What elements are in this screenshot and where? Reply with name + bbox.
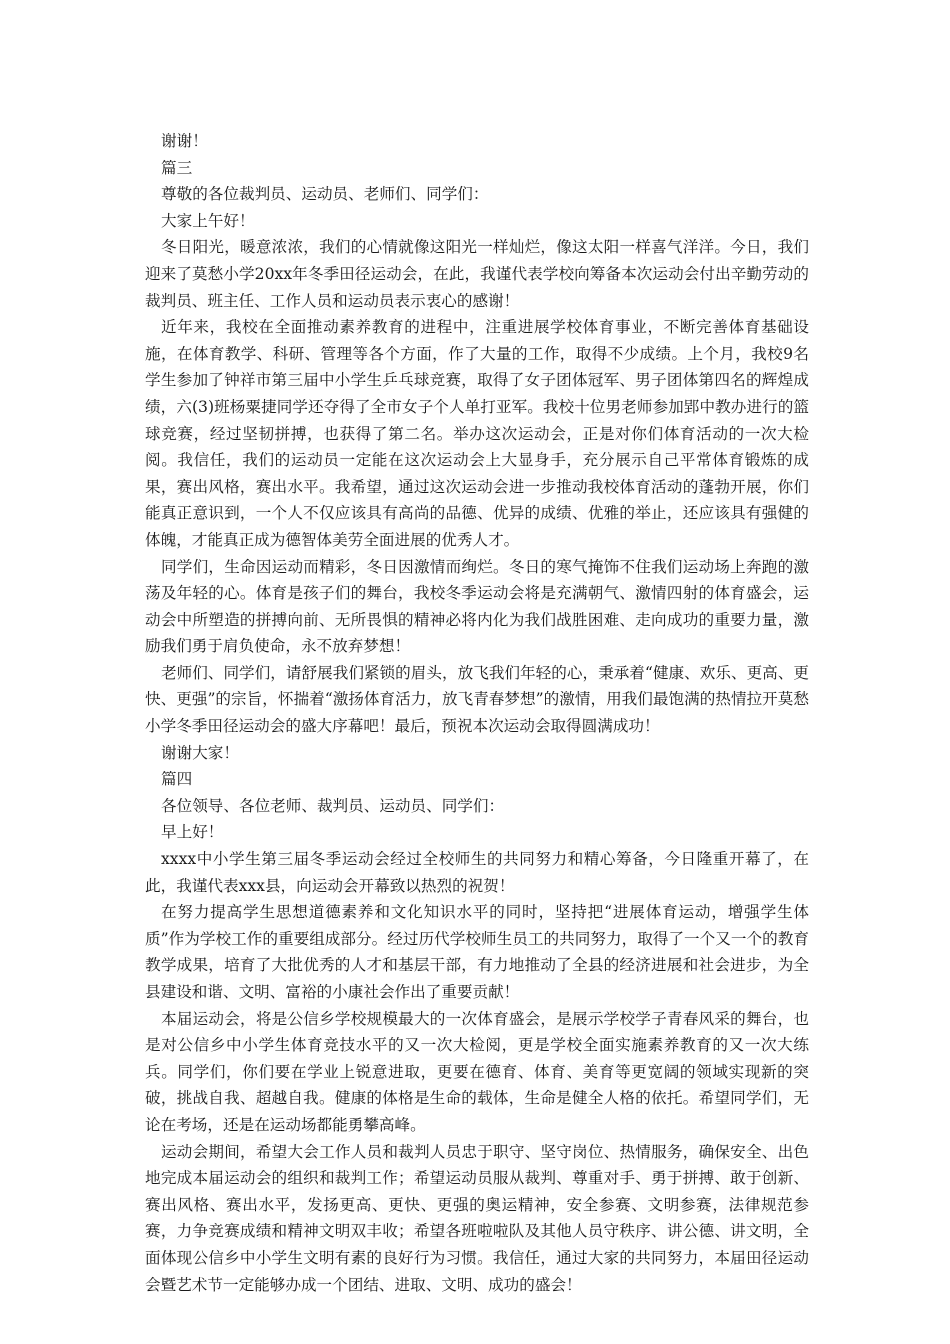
greeting: 早上好！ xyxy=(161,823,224,842)
paragraph: 同学们，生命因运动而精彩，冬日因激情而绚烂。冬日的寒气掩饰不住我们运动场上奔跑的激荡及年轻的心。体育是孩子们的舞台，我校冬季运动会将是充满朝气、激情四射的体育盛会，运动会中所塑造的拼搏向前、无所畏惧的精神必将内化为我们战胜困难、走向成功的重要力量，激励我们勇于肩负使命，永不放弃梦想！ xyxy=(145,557,809,656)
salutation: 各位领导、各位老师、裁判员、运动员、同学们： xyxy=(161,796,505,815)
paragraph: 运动会期间，希望大会工作人员和裁判人员忠于职守、坚守岗位、热情服务，确保安全、出色地完成本届运动会的组织和裁判工作；希望运动员服从裁判、尊重对手、勇于拼搏、敢于创新、赛出风格、赛出水平，发扬更高、更快、更强的奥运精神，安全参赛、文明参赛，法律规范参赛，力争竞赛成绩和精神文明双丰收；希望各班啦啦队及其他人员守秩序、讲公德、讲文明，全面体现公信乡中小学生文明有素的良好行为习惯。我信任，通过大家的共同努力，本届田径运动会暨艺术节一定能够办成一个团结、进取、文明、成功的盛会！ xyxy=(145,1142,809,1294)
closing-thanks: 谢谢大家！ xyxy=(161,743,239,762)
closing-thanks: 谢谢！ xyxy=(161,132,208,150)
document-body xyxy=(145,128,809,1298)
paragraph: xxxx中小学生第三届冬季运动会经过全校师生的共同努力和精心筹备，今日隆重开幕了，在此，我谨代表xxx县，向运动会开幕致以热烈的祝贺！ xyxy=(145,850,809,895)
greeting: 大家上午好！ xyxy=(161,211,255,230)
section-heading-3: 篇三 xyxy=(161,158,193,177)
paragraph: 本届运动会，将是公信乡学校规模最大的一次体育盛会，是展示学校学子青春风采的舞台，也是对公信乡中小学生体育竞技水平的又一次大检阅，更是学校全面实施素养教育的又一次大练兵。同学们，你们要在学业上锐意进取，更要在德育、体育、美育等更宽阔的领域实现新的突破，挑战自我、超越自我。健康的体格是生命的载体，生命是健全人格的依托。希望同学们，无论在考场，还是在运动场都能勇攀高峰。 xyxy=(145,1009,809,1134)
paragraph: 冬日阳光，暖意浓浓，我们的心情就像这阳光一样灿烂，像这太阳一样喜气洋洋。今日，我们迎来了莫愁小学20xx年冬季田径运动会，在此，我谨代表学校向筹备本次运动会付出辛勤劳动的裁判员、班主任、工作人员和运动员表示衷心的感谢！ xyxy=(145,238,809,310)
section-heading-4: 篇四 xyxy=(161,770,193,789)
paragraph: 近年来，我校在全面推动素养教育的进程中，注重进展学校体育事业，不断完善体育基础设施，在体育教学、科研、管理等各个方面，作了大量的工作，取得不少成绩。上个月，我校9名学生参加了钟祥市第三届中小学生乒乓球竞赛，取得了女子团体冠军、男子团体第四名的辉煌成绩，六(3)班杨粟捷同学还夺得了全市女子个人单打亚军。我校十位男老师参加郢中教办进行的篮球竞赛，经过坚韧拼搏，也获得了第二名。举办这次运动会，正是对你们体育活动的一次大检阅。我信任，我们的运动员一定能在这次运动会上大显身手，充分展示自己平常体育锻炼的成果，赛出风格，赛出水平。我希望，通过这次运动会进一步推动我校体育活动的蓬勃开展，你们能真正意识到，一个人不仅应该具有高尚的品德、优异的成绩、优雅的举止，还应该具有强健的体魄，才能真正成为德智体美劳全面进展的优秀人才。 xyxy=(145,318,809,549)
paragraph: 在努力提高学生思想道德素养和文化知识水平的同时，坚持把“进展体育运动，增强学生体质”作为学校工作的重要组成部分。经过历代学校师生员工的共同努力，取得了一个又一个的教育教学成果，培育了大批优秀的人才和基层干部，有力地推动了全县的经济进展和社会进步，为全县建设和谐、文明、富裕的小康社会作出了重要贡献！ xyxy=(145,903,809,1001)
paragraph: 老师们、同学们，请舒展我们紧锁的眉头，放飞我们年轻的心，秉承着“健康、欢乐、更高、更快、更强”的宗旨，怀揣着“激扬体育活力，放飞青春梦想”的激情，用我们最饱满的热情拉开莫愁小学冬季田径运动会的盛大序幕吧！最后，预祝本次运动会取得圆满成功！ xyxy=(145,663,809,736)
salutation: 尊敬的各位裁判员、运动员、老师们、同学们： xyxy=(161,185,489,204)
